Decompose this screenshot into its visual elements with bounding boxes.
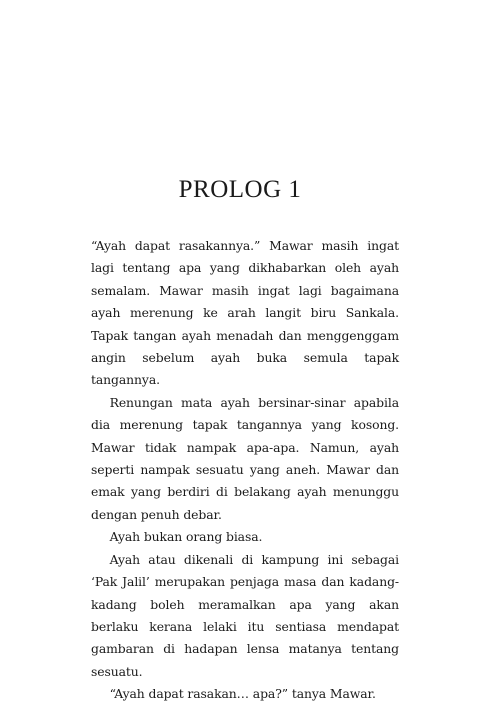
paragraph-5: “Ayah dapat rasakan… apa?” tanya Mawar. — [109, 686, 376, 702]
chapter-body — [91, 235, 399, 706]
paragraph-1: “Ayah dapat rasakannya.” Mawar masih ingat lagi tentang apa yang dikhabarkan oleh ayah semalam. Mawar masih ingat lagi bagaimana ayah merenung ke arah langit biru Sankala. Tapak tangan ayah menadah dan menggenggam angin sebelum ayah buka semula tapak tangannya. — [91, 238, 399, 388]
paragraph-2: Renungan mata ayah bersinar-sinar apabila dia merenung tapak tangannya yang kosong. Mawar tidak nampak apa-apa. Namun, ayah seperti nampak sesuatu yang aneh. Mawar dan emak yang berdiri di belakang ayah menunggu dengan penuh debar. — [91, 394, 399, 522]
paragraph-3: Ayah bukan orang biasa. — [109, 529, 263, 545]
chapter-title: PROLOG 1 — [178, 176, 302, 203]
paragraph-4: Ayah atau dikenali di kampung ini sebagai ‘Pak Jalil’ merupakan penjaga masa dan kadang-kadang boleh meramalkan apa yang akan berlaku kerana lelaki itu sentiasa mendapat gambaran di hadapan lensa matanya tentang sesuatu. — [91, 551, 399, 679]
